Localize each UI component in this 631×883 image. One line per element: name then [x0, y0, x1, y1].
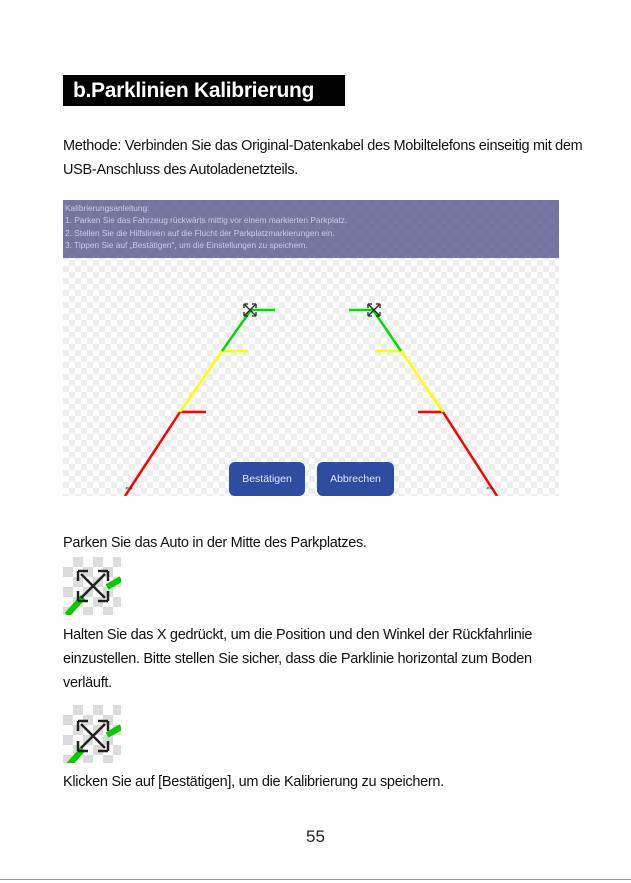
move-handle-zoom	[63, 557, 121, 615]
move-handle-zoom	[63, 705, 121, 763]
instruction-line: 2. Stellen Sie die Hilfslinien auf die Flucht der Parkplatzmarkierungen ein.	[65, 227, 335, 238]
left-width-handle-icon[interactable]: ⇔	[123, 480, 135, 494]
move-handle-icon	[63, 557, 121, 615]
left-guide-yellow	[180, 351, 222, 412]
confirm-button[interactable]: Bestätigen	[229, 462, 305, 496]
step-hold-text: Halten Sie das X gedrückt, um die Position und den Winkel der Rückfahrlinie einzustellen. Bitte stellen Sie sicher, dass die Parklinie horizontal zum Boden verläuft.	[63, 627, 533, 691]
cancel-button[interactable]: Abbrechen	[317, 462, 394, 496]
instruction-line: 3. Tippen Sie auf „Bestätigen", um die Einstellungen zu speichern.	[65, 239, 308, 250]
right-guide-yellow	[401, 351, 443, 412]
calibration-screen	[63, 200, 559, 496]
instruction-line: 1. Parken Sie das Fahrzeug rückwärts mittig vor einem markierten Parkplatz.	[65, 215, 348, 226]
right-width-handle-icon[interactable]: ⇔	[484, 480, 496, 494]
method-text: Methode: Verbinden Sie das Original-Datenkabel des Mobiltelefons einseitig mit dem USB-Anschluss des Autoladenetzteils.	[63, 138, 583, 178]
step-park-text: Parken Sie das Auto in der Mitte des Parkplatzes.	[63, 535, 367, 551]
page-number: 55	[306, 827, 325, 846]
footer-divider	[0, 879, 631, 880]
step-confirm-text: Klicken Sie auf [Bestätigen], um die Kalibrierung zu speichern.	[63, 774, 444, 790]
parking-guide-lines	[63, 200, 559, 496]
move-handle-icon	[63, 705, 121, 763]
instruction-line: Kalibrierungsanleitung:	[65, 203, 150, 213]
section-title: b.Parklinien Kalibrierung	[63, 75, 345, 106]
